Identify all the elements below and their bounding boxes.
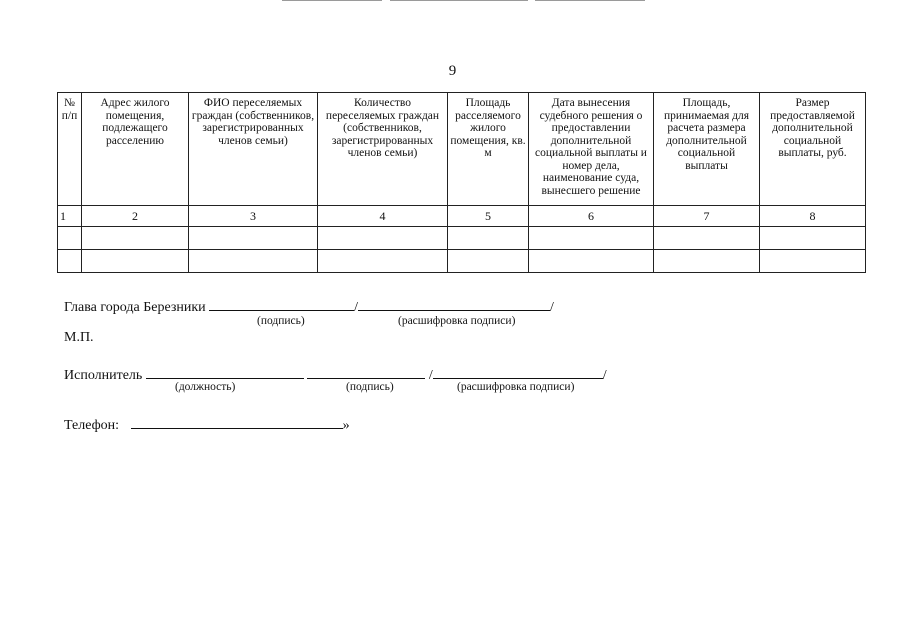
table-cell[interactable] — [654, 250, 760, 273]
table-cell[interactable] — [189, 227, 318, 250]
head-signature-field[interactable] — [209, 296, 354, 311]
seal-label: М.П. — [64, 330, 94, 345]
header-cell: Размер предоставляемой дополнительной социальной выплаты, руб. — [760, 93, 866, 206]
top-rule — [390, 0, 528, 1]
header-cell: № п/п — [58, 93, 82, 206]
table-cell[interactable] — [760, 227, 866, 250]
column-number: 2 — [82, 206, 189, 227]
head-signature-caption: (подпись) — [257, 315, 305, 327]
header-cell: Адрес жилого помещения, подлежащего расселению — [82, 93, 189, 206]
header-cell: ФИО переселяемых граждан (собственников, зарегистрированных членов семьи) — [189, 93, 318, 206]
separator-slash: / — [602, 368, 607, 383]
phone-line — [64, 414, 350, 434]
header-cell: Дата вынесения судебного решения о предоставлении дополнительной социальной выплаты и номер дела, наименование суда, вынесшего решение — [529, 93, 654, 206]
executor-decoding-caption: (расшифровка подписи) — [457, 381, 575, 393]
head-label: Глава города Березники — [64, 300, 206, 315]
column-number: 8 — [760, 206, 866, 227]
table-cell[interactable] — [760, 250, 866, 273]
column-number: 5 — [448, 206, 529, 227]
executor-signature-field[interactable] — [307, 364, 425, 379]
head-decoding-field[interactable] — [358, 296, 550, 311]
table-cell[interactable] — [529, 227, 654, 250]
top-rule — [282, 0, 382, 1]
table-header-row — [58, 93, 866, 206]
table-cell[interactable] — [82, 227, 189, 250]
settlement-table — [57, 92, 866, 273]
executor-position-field[interactable] — [146, 364, 304, 379]
column-number: 3 — [189, 206, 318, 227]
phone-field[interactable] — [131, 414, 343, 429]
closing-quote: » — [342, 418, 350, 433]
table-cell[interactable] — [58, 250, 82, 273]
page-number: 9 — [448, 63, 457, 79]
executor-label: Исполнитель — [64, 368, 143, 383]
table-cell[interactable] — [448, 250, 529, 273]
table-row — [58, 250, 866, 273]
column-number-row — [58, 206, 866, 227]
head-signature-line — [64, 296, 554, 316]
column-number: 7 — [654, 206, 760, 227]
column-number: 4 — [318, 206, 448, 227]
table-cell[interactable] — [58, 227, 82, 250]
phone-label: Телефон: — [64, 418, 120, 433]
executor-position-caption: (должность) — [175, 381, 236, 393]
table-cell[interactable] — [448, 227, 529, 250]
separator-slash: / — [354, 300, 359, 315]
executor-decoding-field[interactable] — [433, 364, 603, 379]
column-number: 1 — [58, 206, 82, 227]
header-cell: Площадь расселяемого жилого помещения, кв. м — [448, 93, 529, 206]
column-number: 6 — [529, 206, 654, 227]
top-rule — [535, 0, 645, 1]
table-cell[interactable] — [318, 250, 448, 273]
executor-signature-caption: (подпись) — [346, 381, 394, 393]
table-cell[interactable] — [318, 227, 448, 250]
table-cell[interactable] — [82, 250, 189, 273]
table-cell[interactable] — [189, 250, 318, 273]
separator-slash: / — [550, 300, 554, 315]
table-row — [58, 227, 866, 250]
head-decoding-caption: (расшифровка подписи) — [398, 315, 516, 327]
table-cell[interactable] — [529, 250, 654, 273]
header-cell: Площадь, принимаемая для расчета размера дополнительной социальной выплаты — [654, 93, 760, 206]
header-cell: Количество переселяемых граждан (собственников, зарегистрированных членов семьи) — [318, 93, 448, 206]
table-cell[interactable] — [654, 227, 760, 250]
separator-slash: / — [428, 368, 433, 383]
